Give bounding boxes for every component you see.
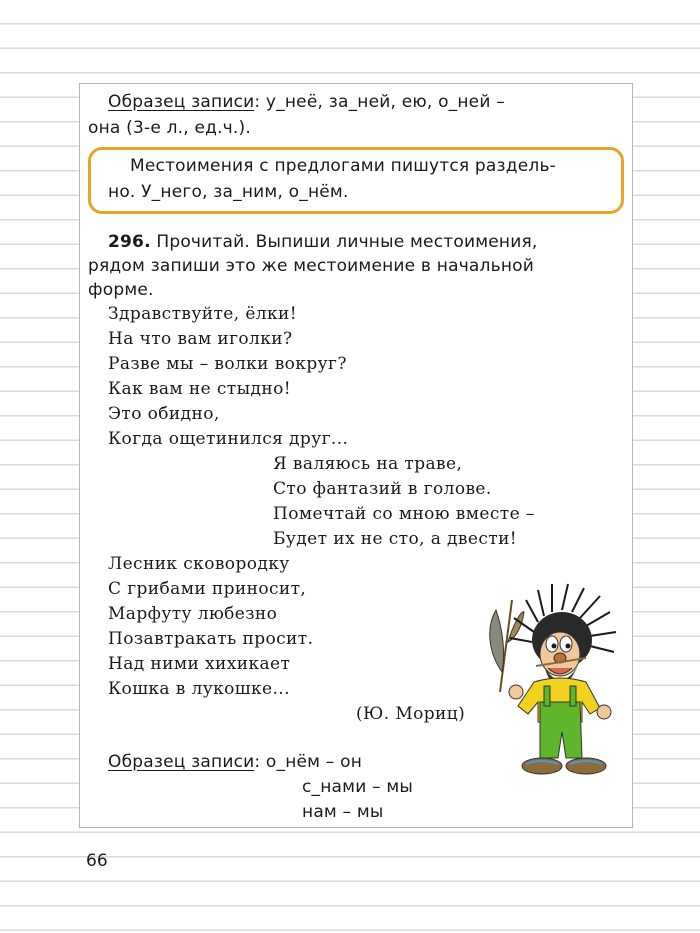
overalls (540, 702, 582, 758)
sample2-line-1: Образец записи: о_нём – он (108, 752, 363, 772)
sample-line-1: Образец записи: у_неё, за_ней, ею, о_ней – (108, 92, 505, 112)
poem-line: Лесник сковородку (108, 554, 290, 574)
poem-line: Как вам не стыдно! (108, 379, 291, 399)
sample2-line-3: нам – мы (302, 802, 384, 822)
poem-line: Позавтракать просит. (108, 629, 314, 649)
poem-line: Марфуту любезно (108, 604, 278, 624)
poem-line: Разве мы – волки вокруг? (108, 354, 347, 374)
exercise-heading: 296. Прочитай. Выпиши личные местоимения, (108, 232, 538, 252)
sample2-line-2: с_нами – мы (302, 777, 414, 797)
exercise-line-3: форме. (88, 280, 154, 300)
page-number: 66 (86, 851, 108, 871)
poem-line: На что вам иголки? (108, 329, 293, 349)
poem-line: Когда ощетинился друг... (108, 429, 349, 449)
sample-line-2: она (3-е л., ед.ч.). (88, 118, 251, 138)
sample2-label: Образец записи (108, 752, 255, 772)
rule-line-1: Местоимения с предлогами пишутся раздель- (130, 156, 557, 176)
poem-line: Помечтай со мною вместе – (273, 504, 535, 524)
branch-icon (490, 600, 524, 692)
hedgehog-character-illustration (478, 582, 638, 792)
poem-line: Я валяюсь на траве, (273, 454, 463, 474)
sample-label: Образец записи (108, 92, 255, 112)
poem-line: Здравствуйте, ёлки! (108, 304, 297, 324)
poem-line: Кошка в лукошке... (108, 679, 290, 699)
rule-line-2: но. У_него, за_ним, о_нём. (108, 182, 349, 202)
poem-line: С грибами приносит, (108, 579, 307, 599)
poem-line: Будет их не сто, а двести! (273, 529, 518, 549)
poem-line: Над ними хихикает (108, 654, 291, 674)
poem-line: Сто фантазий в голове. (273, 479, 492, 499)
poem-line: Это обидно, (108, 404, 220, 424)
exercise-line-2: рядом запиши это же местоимение в начальной (88, 256, 535, 276)
poem-author: (Ю. Мориц) (356, 704, 466, 724)
exercise-number: 296. (108, 232, 151, 252)
